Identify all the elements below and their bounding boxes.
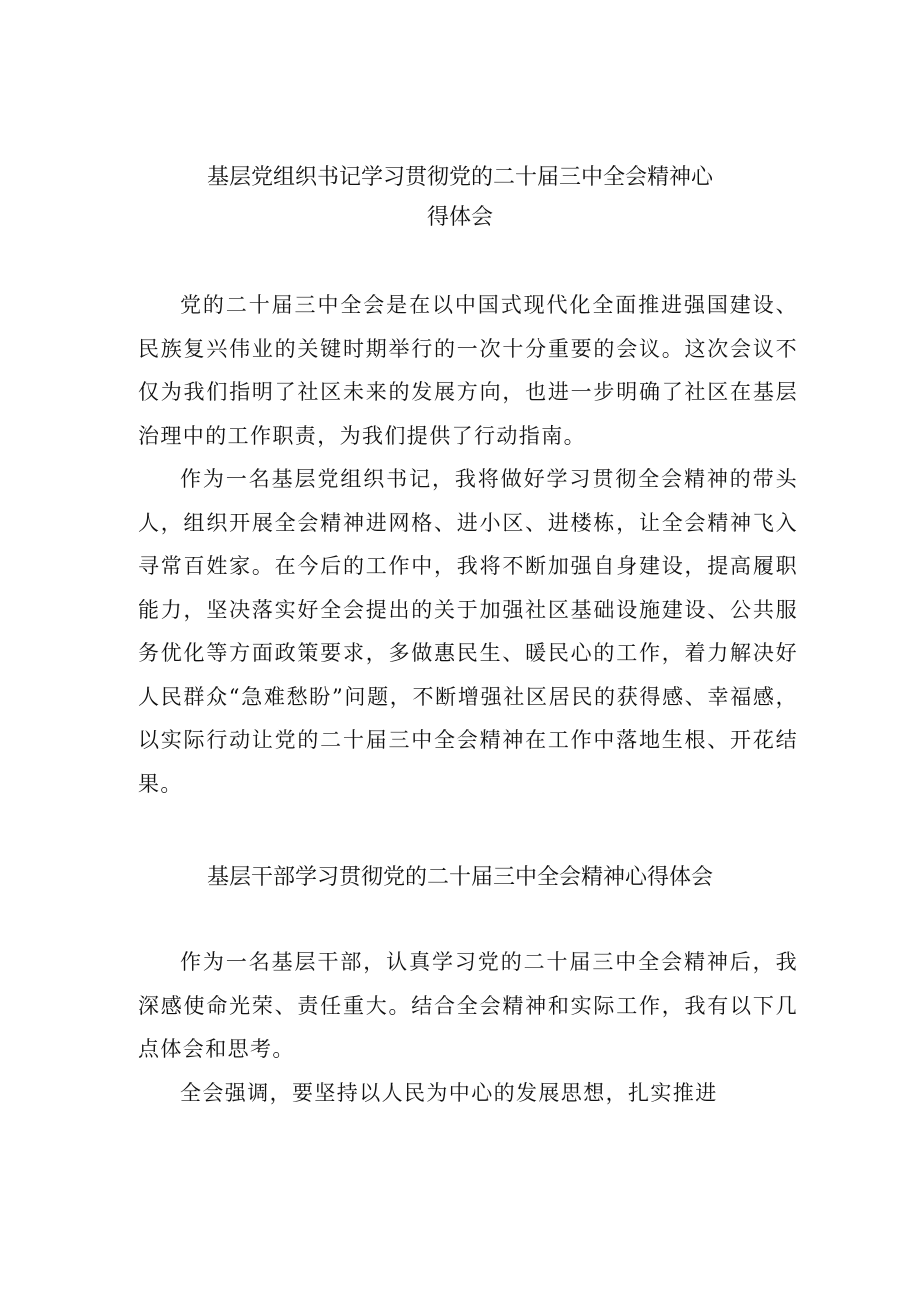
section2-paragraph-2: 全会强调，要坚持以人民为中心的发展思想，扎实推进: [180, 1080, 718, 1105]
section1-title: [120, 158, 800, 238]
section1-paragraph-1: 党的二十届三中全会是在以中国式现代化全面推进强国建设、民族复兴伟业的关键时期举行的一次十分重要的会议。这次会议不仅为我们指明了社区未来的发展方向，也进一步明确了社区在基层治理中的工作职责，为我们提供了行动指南。: [138, 293, 798, 448]
section1-body: [138, 284, 798, 806]
section1-title-line1: 基层党组织书记学习贯彻党的二十届三中全会精神心: [206, 165, 713, 190]
section2-body: [138, 941, 798, 1115]
section2-title-text: 基层干部学习贯彻党的二十届三中全会精神心得体会: [206, 865, 713, 890]
section2-title: [120, 858, 800, 898]
section2-paragraph-1: 作为一名基层干部，认真学习党的二十届三中全会精神后，我深感使命光荣、责任重大。结合全会精神和实际工作，我有以下几点体会和思考。: [138, 950, 798, 1061]
section1-title-line2: 得体会: [426, 205, 493, 230]
section1-paragraph-2: 作为一名基层党组织书记，我将做好学习贯彻全会精神的带头人，组织开展全会精神进网格、进小区、进楼栋，让全会精神飞入寻常百姓家。在今后的工作中，我将不断加强自身建设，提高履职能力，坚决落实好全会提出的关于加强社区基础设施建设、公共服务优化等方面政策要求，多做惠民生、暖民心的工作，着力解决好人民群众“急难愁盼”问题，不断增强社区居民的获得感、幸福感，以实际行动让党的二十届三中全会精神在工作中落地生根、开花结果。: [138, 467, 798, 796]
